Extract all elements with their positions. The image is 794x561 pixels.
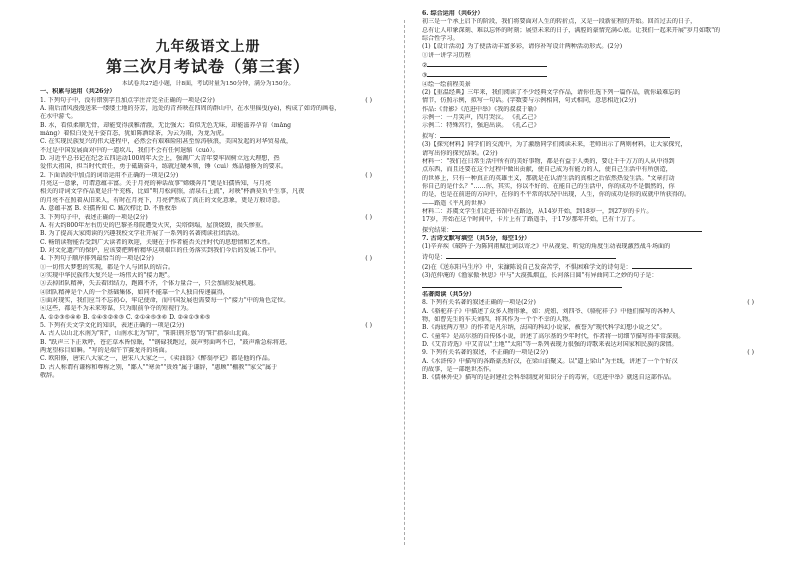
- line-text: 的世界上，只有一种真正的英雄主义，那就是在认清生活的真相之后依然热爱生活。"文章打动: [422, 174, 675, 182]
- left-text-line: [40, 364, 376, 372]
- line-text: 的月亮不在照着从旧来人，有时在月亮下，月亮俨然成了真正的文化意象，更是万般诗意。: [40, 196, 284, 204]
- left-text-line: [40, 372, 376, 380]
- right-text-line: [422, 316, 758, 324]
- line-text: 一、积累与运用（共26分）: [40, 88, 116, 96]
- right-text-line: [422, 299, 758, 307]
- right-text-line: [422, 333, 758, 341]
- right-text-line: [422, 235, 758, 243]
- right-text-line: [422, 374, 758, 382]
- line-text: D. 习近平总书记在纪念五四运动100周年大会上，强调广大青年要牢固树立远大理想，热: [40, 155, 280, 163]
- right-text-line: [422, 27, 758, 35]
- right-text-line: [422, 225, 758, 235]
- line-text: B. 水，看似柔顺无骨，却能变得淡雅清澈，无比强大；看似无色无味，却能滋养孕育（mǎng: [40, 121, 292, 129]
- line-text: 7. 古诗文默写填空（共5分，每空1分）: [422, 234, 531, 242]
- left-text-line: [40, 172, 376, 180]
- line-text: (1)【设计活动】为了使活动丰富多彩，请你补写设计两种活动形式。(2分): [422, 43, 623, 51]
- right-text-line: [422, 281, 758, 291]
- left-text-line: [40, 239, 376, 247]
- right-column: [422, 10, 758, 383]
- left-text-line: [40, 339, 376, 347]
- line-text: 物，如曹先生的车夫刘四，将其作为一个个不幸的人物。: [422, 316, 575, 324]
- column-divider: [404, 20, 405, 545]
- answer-parenthesis[interactable]: ( ): [365, 255, 372, 263]
- right-text-line: [422, 308, 758, 316]
- line-text: ④绘一绘前程美景: [422, 80, 471, 88]
- right-text-line: [422, 272, 758, 280]
- line-text: 不过是中国发展面对中的一道坎儿，我们不会有任何退缩（cuò）。: [40, 146, 219, 154]
- line-text: ③: [422, 72, 428, 80]
- line-text: 6. 综合运用（共6分）: [422, 10, 484, 17]
- answer-parenthesis[interactable]: ( ): [747, 349, 754, 357]
- answer-blank[interactable]: [427, 70, 547, 77]
- line-text: 爱伟大祖国，担当时代责任，勇于砥砺奋斗，练就过硬本领，锤（cuì）炼品德修为的要求。: [40, 163, 287, 171]
- line-text: D. 对文化遗产的保护，应该要把辨析精华这项艰巨的任务落实到我们今后的发展工作中。: [40, 246, 281, 254]
- left-text-line: [40, 97, 376, 105]
- line-text: 相关的诗词文学作品更是汗牛充栋，比如"明月松间照，清泉石上流"，对映"杯酒莫负平生事，凡夜: [40, 188, 305, 196]
- line-text: (2)【重温经典】三年来，我们阅读了不少经典文学作品，请你任选下列一篇作品，就你最难忘的: [422, 89, 681, 97]
- line-text: 作品:《背影》《范进中举》《我的叔叔于勒》: [422, 105, 540, 113]
- line-text: A.《水浒传》中描写的各路豪杰好汉，在梁山泊聚义。以"逼上梁山"为主线，讲述了一个个好汉: [422, 357, 678, 365]
- exam-subtitle: 第三次月考试卷（第三套）: [105, 57, 310, 76]
- line-text: A. 意蕴丰富 B. 妇孺皆知 C. 臧次栉比 D. 不胜枚举: [40, 205, 177, 213]
- right-text-line: [422, 175, 758, 183]
- line-text: ⑤面对现实，我们应当不忘初心，牢记使命，而中国发展也需要每一个"接力"中的角色定位。: [40, 296, 290, 304]
- line-text: C. 欧阳修，唐宋八大家之一，唐宋八大家之一，《卖油翁》《醉翁亭记》都是他的作品。: [40, 355, 274, 363]
- right-text-line: [422, 208, 758, 216]
- right-text-line: [422, 60, 758, 70]
- line-text: ⑥这些，都是不为未来筹谋，只为眼前争夺的短视行为。: [40, 305, 193, 313]
- left-text-line: [40, 230, 376, 238]
- right-text-line: [422, 358, 758, 366]
- left-text-line: [40, 205, 376, 213]
- left-text-line: [40, 138, 376, 146]
- line-text: 示例一：一月笑声，四月哭泣。 《孔乙己》: [422, 114, 540, 122]
- line-text: A.《骆驼祥子》中描述了众多人物形象，如：虎妞、刘四爷、《骆驼祥子》中他们描写的各种人: [422, 307, 676, 315]
- right-text-line: [422, 166, 758, 174]
- line-text: 9. 下列有关名著的叙述，不正确的一项是(2分): [422, 349, 549, 357]
- line-text: 17岁，开始在这个时间中，卡片上有了路遥手，于17岁那年开始，已有十万了。: [422, 216, 639, 224]
- right-text-line: [422, 191, 758, 199]
- line-text: ①一切伟大梦想的实现，都是个人与团队的结合。: [40, 263, 175, 271]
- line-text: 请写出你的探究结果。(2分): [422, 149, 498, 157]
- left-text-line: [40, 155, 376, 163]
- answer-blank[interactable]: [427, 60, 547, 67]
- right-text-line: [422, 141, 758, 149]
- left-question-list: [40, 88, 376, 380]
- left-column: [40, 10, 376, 380]
- left-text-line: [40, 130, 376, 138]
- right-text-line: [422, 200, 758, 208]
- right-text-line: [422, 131, 758, 141]
- left-text-line: [40, 355, 376, 363]
- answer-parenthesis[interactable]: ( ): [747, 299, 754, 307]
- line-text: 4. 下列句子顺序排列最恰当的一项是(2分): [40, 255, 154, 263]
- answer-parenthesis[interactable]: ( ): [365, 96, 372, 104]
- line-text: 的是，也是在前进的方向中，在你的不平常的状况中出现，人生，你的成功是你的成就中所获得的。: [422, 191, 691, 199]
- line-text: A. 古人以山北水南为"阳"，山南水北为"阴"，"阳阳荆芥悠"的"阳"指泰山北面。: [40, 330, 254, 338]
- right-text-line: [422, 349, 758, 357]
- line-text: 两龙望标目如瞬。"写的是端午节赛龙舟的场面。: [40, 347, 171, 354]
- line-text: 名著阅读（共5分）: [422, 291, 475, 298]
- left-text-line: [40, 113, 376, 121]
- right-text-line: [422, 366, 758, 374]
- right-text-line: [422, 341, 758, 349]
- right-text-line: [422, 106, 758, 114]
- line-text: C. 畅销读物能否受到广大读者的欢迎，关键在于作者能否关注时代的思想情和艺术性。: [40, 238, 274, 246]
- left-text-line: [40, 280, 376, 288]
- line-text: B. "跃声三下正欢呼，苍茫草木皆惊眠，""钢碌我跑过，鼓声劈面鸣不已，"鼓声渐急标将进，: [40, 338, 292, 346]
- answer-blank[interactable]: [440, 131, 670, 138]
- line-text: B.《儒林外史》描写的是封建社会科举制度对知识分子的毒害，《范进中举》就选自这部作品。: [422, 374, 676, 382]
- line-text: B.《海底两万里》的作者是凡尔纳，法国的科幻小说家，被誉为"现代科学幻想小说之父"。: [422, 324, 666, 332]
- exam-title: 九年级语文上册: [155, 39, 261, 55]
- left-text-line: [40, 322, 376, 330]
- right-text-line: [422, 10, 758, 18]
- line-text: 1. 下列句子中，没有错别字且加点字注音完全正确的一项是(2分): [40, 96, 215, 104]
- left-text-line: [40, 122, 376, 130]
- line-text: D.《艾青诗选》中艾青以"土地""太阳"等一系列表现力很强的诗歌来表达对国家和民族的深情。: [422, 341, 678, 349]
- line-text: 材料一："我们在日常生活中所有的美好事物，都是有益于人类的，要让千千万万的人从中得到: [422, 157, 675, 165]
- line-text: 诗句是：: [422, 253, 447, 261]
- line-text: 的故事，是一部绝世杰作。: [422, 366, 496, 374]
- right-text-line: [422, 97, 758, 105]
- line-text: 点东西，而且还要在这个过程中做出贡献，使自己成为有能力的人，使自己生活中有所创造，: [422, 166, 672, 174]
- left-text-line: [40, 188, 376, 196]
- line-text: ②实现中华民族伟大复兴是一场伟大的"接力跑"。: [40, 271, 174, 279]
- line-text: C. 在实现民族复兴的伟大进程中，必然会有艰难险阻甚至惊涛骇浪，美国发起的对华贸易战，: [40, 138, 293, 146]
- right-text-line: [422, 89, 758, 97]
- answer-blank[interactable]: [452, 225, 702, 232]
- line-text: D. 古人称谓有谦称和尊称之别，"鄙人""寒舍""贵姓"属于谦辞，"惠顾""棚教""家父"属于: [40, 363, 278, 371]
- line-text: 在水中游弋。: [40, 113, 77, 121]
- left-text-line: [40, 214, 376, 222]
- right-text-line: [422, 70, 758, 80]
- line-text: ④团队精神是个人的一个基础集体，如同不能靠一个人独自传递赢得，: [40, 288, 229, 296]
- answer-blank[interactable]: [632, 262, 692, 269]
- left-text-line: [40, 197, 376, 205]
- right-text-line: [422, 35, 758, 43]
- right-text-line: [422, 18, 758, 26]
- answer-blank[interactable]: [446, 252, 616, 259]
- right-text-line: [422, 43, 758, 51]
- answer-parenthesis[interactable]: ( ): [365, 213, 372, 221]
- line-text: 探究结果：: [422, 226, 453, 234]
- line-text: 拟写：: [422, 132, 441, 140]
- left-text-line: [40, 247, 376, 255]
- left-text-line: [40, 330, 376, 338]
- line-text: ①讲一讲学习历程: [422, 51, 471, 59]
- left-text-line: [40, 222, 376, 230]
- answer-parenthesis[interactable]: ( ): [365, 171, 372, 179]
- right-text-line: [422, 324, 758, 332]
- line-text: 月亮这一意象，可谓意蕴丰富。关于月亮的神话故事"嫦娥奔月"更是妇孺皆知，与月亮: [40, 180, 272, 188]
- answer-parenthesis[interactable]: ( ): [365, 321, 372, 329]
- left-text-line: [40, 163, 376, 171]
- left-text-line: [40, 180, 376, 188]
- left-text-line: [40, 105, 376, 113]
- left-text-line: [40, 264, 376, 272]
- line-text: ②: [422, 62, 428, 70]
- left-text-line: [40, 147, 376, 155]
- line-text: A. ①②③⑤④⑥ B. ①④⑤②⑥③ C. ②①④⑤③⑥ D. ②④①③⑥⑤: [40, 313, 211, 321]
- right-text-line: [422, 216, 758, 224]
- right-question-list: [422, 10, 758, 383]
- line-text: (3)范仲淹的《渔家傲·秋思》中与"大漠孤烟直，长河落日圆"有异曲同工之妙的句子是：: [422, 272, 658, 280]
- line-text: ③去掉团队精神，失去着团结力，跑圈不齐，个体力量合一，只会加剧发展机遇。: [40, 280, 260, 288]
- line-text: 综合性学习。: [422, 35, 459, 43]
- left-text-line: [40, 297, 376, 305]
- left-text-line: [40, 305, 376, 313]
- left-text-line: [40, 347, 376, 355]
- line-text: A. 雨后清风漫漫送来一缕缕土地的芬芳，远处的青苔映在四周的群山中，在水里摇曳(yè)，构成了如诗的画卷，: [40, 105, 341, 113]
- line-text: ——路遥《平凡的世界》: [422, 199, 490, 207]
- right-text-line: [422, 122, 758, 130]
- line-text: A. 有大约800年左右历史的巴黎圣母院遭受火灾，尖塔倒塌，屋顶烧毁，损失惨重。: [40, 221, 268, 229]
- right-text-line: [422, 114, 758, 122]
- line-text: 5. 下列有关文学文化的知识，表述正确的一项是(2分): [40, 321, 185, 329]
- line-text: 你自己的是什么？"……你，其实，你以不好的、在能自己的生活中，你的成功不是偶然的，你: [422, 182, 675, 190]
- right-text-line: [422, 262, 758, 272]
- line-text: 初三是一个承上启下的阶段，我们将要面对人生的转折点，又是一段新征程的开始。回首过去的日子，: [422, 18, 697, 26]
- left-text-line: [40, 289, 376, 297]
- right-text-line: [422, 243, 758, 251]
- left-text-line: [40, 88, 376, 96]
- line-text: máng）着似白处见千姿百态，犹如陈酒绿茶，为云为雨，为龙为虎。: [40, 130, 228, 138]
- answer-blank[interactable]: [422, 281, 622, 288]
- line-text: (1)辛弃疾《破阵子·为陈同甫赋壮词以寄之》中从视觉、听觉的角度生动表现激烈战斗场面的: [422, 243, 671, 251]
- right-text-line: [422, 52, 758, 60]
- line-text: (2)在《送东阳马生序》中，宋濂陈说自己发奋苦学，不惧困难学文的诗句是：: [422, 263, 632, 271]
- right-text-line: [422, 150, 758, 158]
- line-text: (3)【探究材料】同学们的交流中，为了激励同学们阅读未来，老师出示了两则材料，让大家探究，: [422, 141, 687, 149]
- line-text: 示例二：特殊宫行，强迫出读。 《孔乙己》: [422, 122, 540, 130]
- line-text: C.《童年》是高尔基的自传体小说，讲述了高尔基的少年时代，作者将一切细节描写得非常深刻。: [422, 332, 685, 340]
- left-text-line: [40, 255, 376, 263]
- right-text-line: [422, 252, 758, 262]
- line-text: 材料二：苏虞文学生们走进书馆中在路边，从14岁开始，到18岁一，到27岁的卡片。: [422, 207, 653, 215]
- line-text: B. 为了提高大家阅读的兴趣我校文学社开展了一系列的名著阅读社团活动。: [40, 230, 244, 238]
- line-text: 总有让人印象深刻、难以忘怀的时刻；展望未来的日子，满腔的豪情充满心底。让我们一起来开展"岁月如歌"的: [422, 26, 721, 34]
- line-text: 8. 下列有关名著的叙述正确的一项是(2分): [422, 299, 536, 307]
- left-text-line: [40, 314, 376, 322]
- left-text-line: [40, 272, 376, 280]
- right-text-line: [422, 81, 758, 89]
- right-text-line: [422, 158, 758, 166]
- line-text: 情节，仿照示例，拟写一句话。(字数要与示例相同，句式相同，意思相近)(2分): [422, 97, 637, 105]
- right-text-line: [422, 291, 758, 299]
- exam-instructions: 本试卷共27道小题，计8面，考试时量为150分钟，满分为150分。: [121, 81, 295, 87]
- line-text: 敬辞。: [40, 372, 59, 380]
- line-text: 3. 下列句子中，表述正确的一项是(2分): [40, 213, 148, 221]
- line-text: 2. 下面语段中加点的词语运用不正确的一项是(2分): [40, 171, 179, 179]
- right-text-line: [422, 183, 758, 191]
